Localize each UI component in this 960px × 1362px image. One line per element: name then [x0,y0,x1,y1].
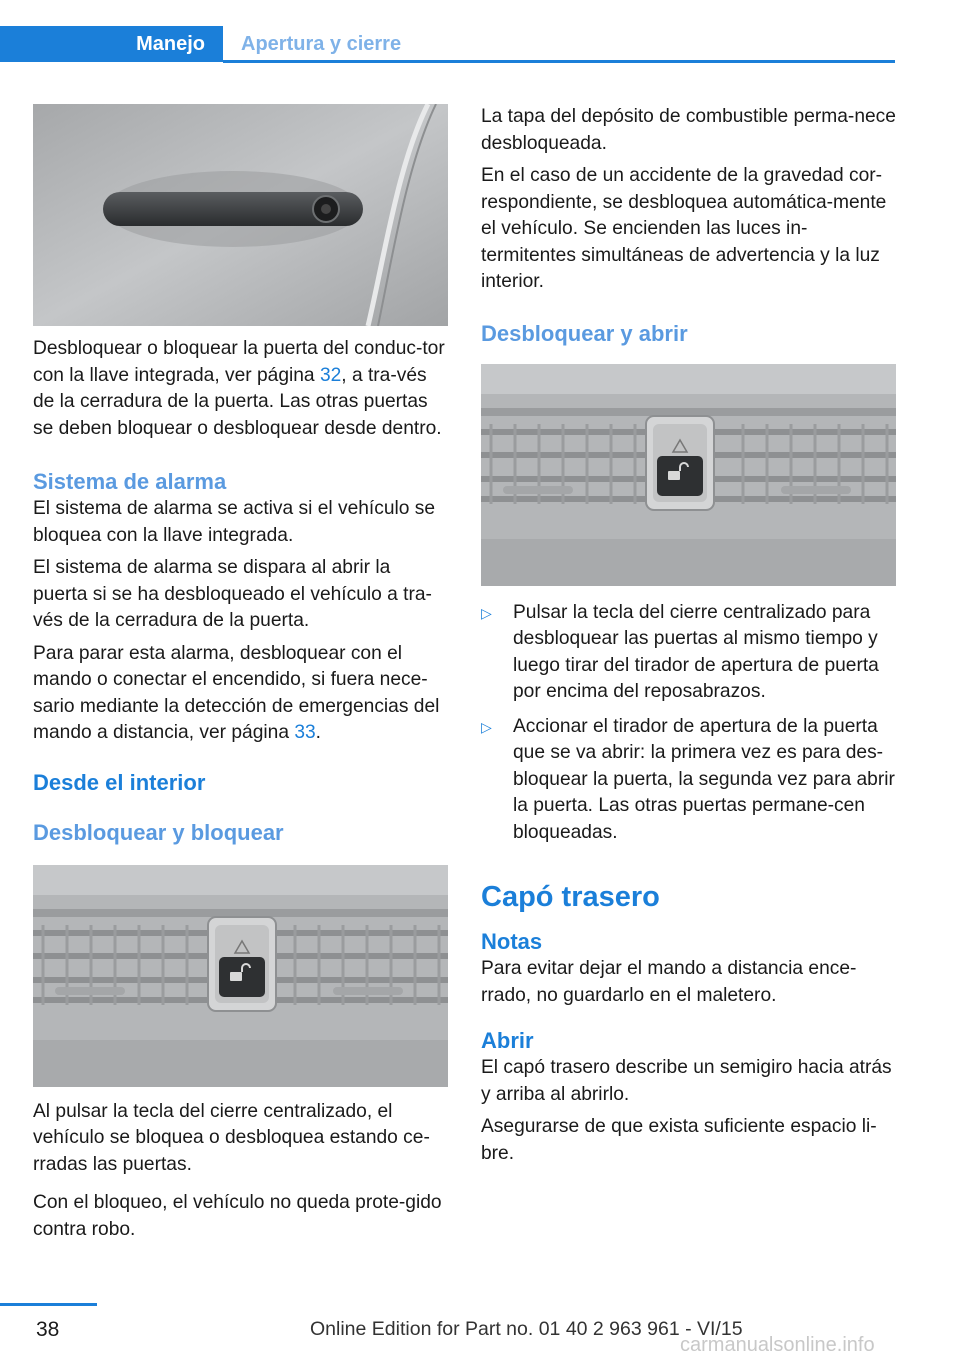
list-item [481,600,896,706]
page-link-33[interactable]: 33 [294,722,316,743]
paragraph: Al pulsar la tecla del cierre centralizado, el vehículo se bloquea o desbloquea estando ce-rradas las puertas. [33,1100,430,1175]
text: Accionar el tirador de apertura de la puerta que se va abrir: la primera vez es para des-bloquear la puerta, la segunda vez para abrir la puerta. Las otras puertas permane-cen bloqueadas. [513,715,895,843]
left-column [33,104,448,1243]
list-item [481,714,896,847]
text: Para parar esta alarma, desbloquear con el mando o conectar el encendido, si fuera nece-sario mediante la detección de emergencias del mando a distancia, ver página [33,642,440,743]
paragraph: La tapa del depósito de combustible perma-nece desbloqueada. [481,106,896,154]
paragraph: En el caso de un accidente de la gravedad cor-respondiente, se desbloquea automática-mente el vehículo. Se encienden las luces in-termitentes simultáneas de advertencia y la luz interior. [481,165,887,292]
triangle-bullet-icon: ▷ [481,718,492,735]
edition-footer: Online Edition for Part no. 01 40 2 963 961 - VI/15 [310,1318,743,1340]
central-lock-button-image [481,364,896,586]
door-handle-image [33,104,448,326]
paragraph: El sistema de alarma se activa si el vehículo se bloquea con la llave integrada. [33,498,436,546]
paragraph: El capó trasero describe un semigiro hacia atrás y arriba al abrirlo. [481,1057,892,1105]
heading-notas: Notas [481,929,543,954]
watermark: carmanualsonline.info [680,1334,875,1356]
text: Pulsar la tecla del cierre centralizado para desbloquear las puertas al mismo tiempo y luego tirar del tirador de apertura de puerta por encima del reposabrazos. [513,601,879,702]
heading-desbloquear-y-abrir: Desbloquear y abrir [481,320,688,346]
paragraph: Asegurarse de que exista suficiente espacio li-bre. [481,1116,877,1164]
paragraph: Con el bloqueo, el vehículo no queda prote-gido contra robo. [33,1192,442,1240]
heading-desde-el-interior: Desde el interior [33,769,206,795]
triangle-bullet-icon: ▷ [481,604,492,621]
steps-list [481,600,896,847]
heading-sistema-de-alarma: Sistema de alarma [33,469,227,494]
heading-desbloquear-y-bloquear: Desbloquear y bloquear [33,819,284,845]
central-lock-button-image [33,865,448,1087]
tab-manejo[interactable]: Manejo [0,26,223,62]
paragraph: El sistema de alarma se dispara al abrir la puerta si se ha desbloqueado el vehículo a tra-vés de la cerradura de la puerta. [33,557,432,631]
paragraph: Para evitar dejar el mando a distancia ence-rrado, no guardarlo en el maletero. [481,958,857,1006]
text: Desbloquear o bloquear la puerta del conduc-tor con la llave integrada, ver página [33,338,445,386]
page-link-32[interactable]: 32 [319,364,342,386]
heading-abrir: Abrir [481,1028,534,1053]
tab-apertura-y-cierre[interactable]: Apertura y cierre [241,32,402,55]
page-number: 38 [36,1318,60,1341]
text: , a tra-vés de la cerradura de la puerta. Las otras puertas se deben bloquear o desbloquear desde dentro. [33,364,442,439]
header-rule [223,60,895,63]
text: . [315,722,322,743]
right-column [481,104,896,1167]
heading-capo-trasero: Capó trasero [481,881,660,913]
footer-rule [0,1303,97,1306]
